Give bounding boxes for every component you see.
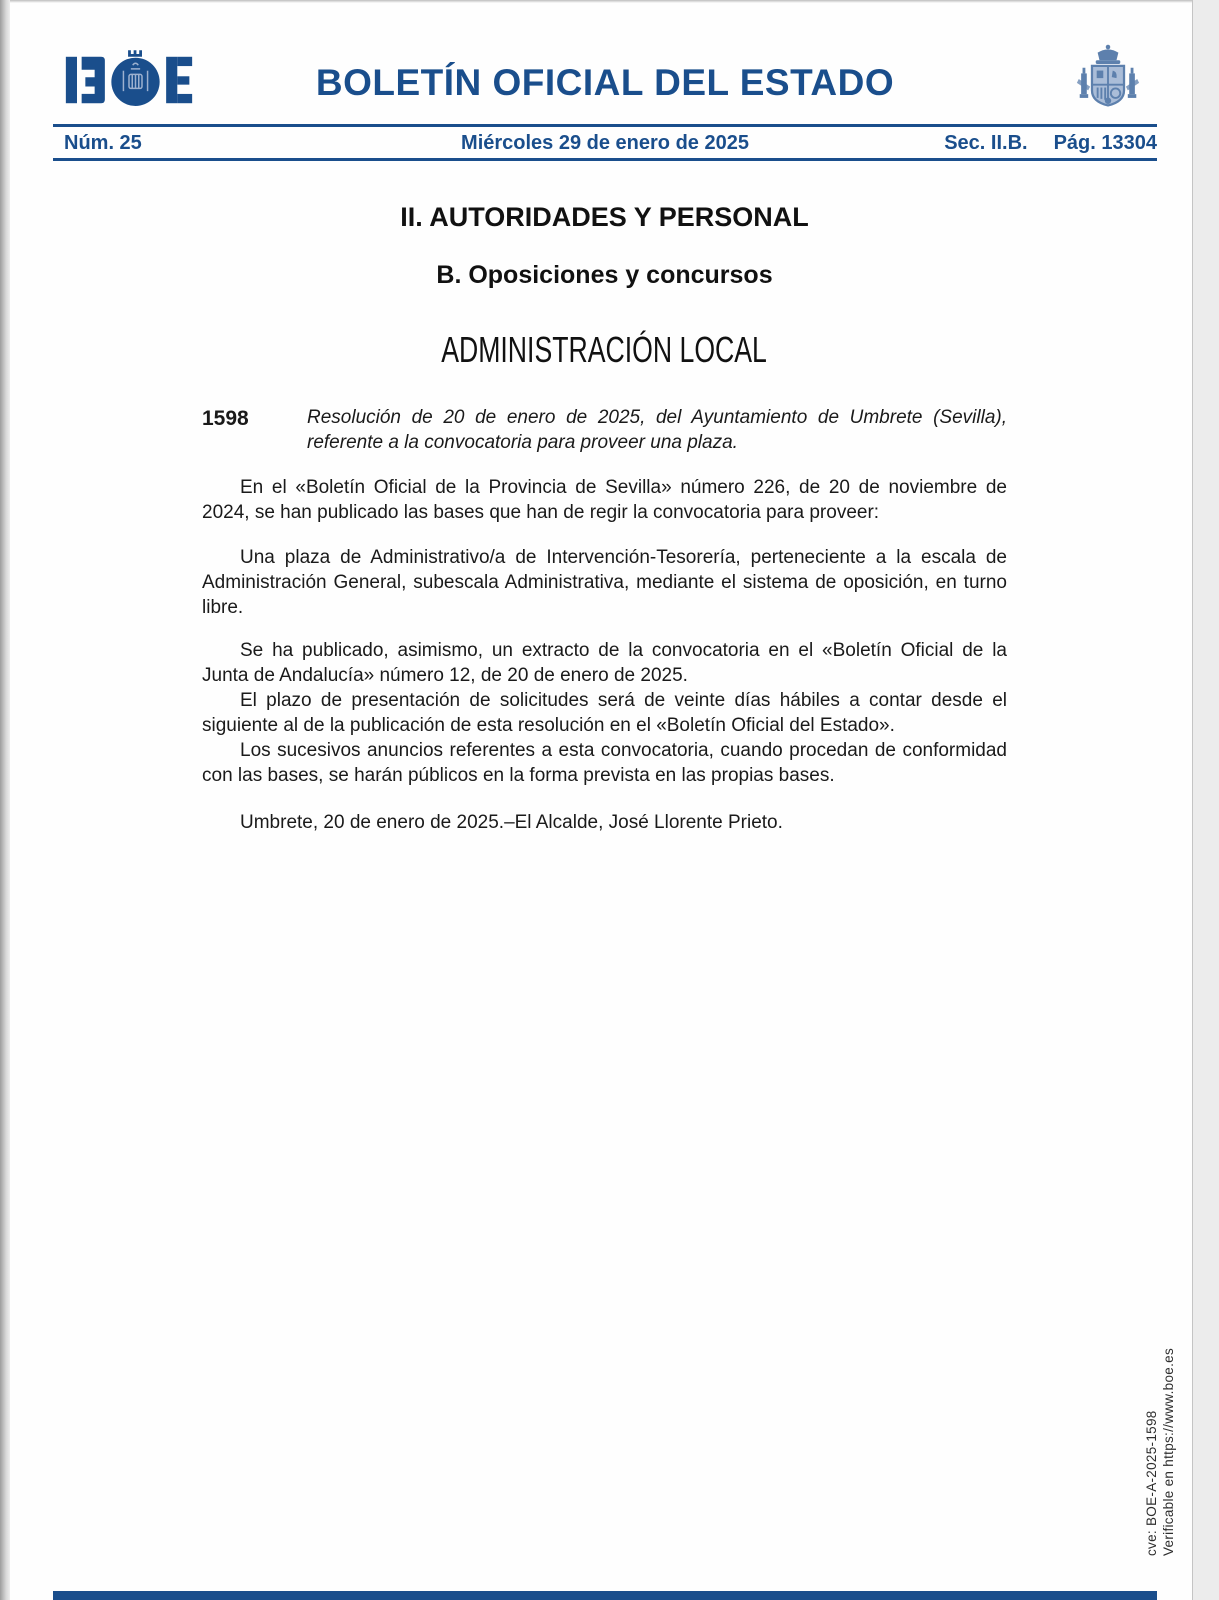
issue-number: Núm. 25 [64, 131, 142, 154]
verification-strip [1143, 1348, 1177, 1556]
body-paragraph: Se ha publicado, asimismo, un extracto de la convocatoria en el «Boletín Oficial de la Junta de Andalucía» número 12, de 20 de enero de 2025. [202, 640, 1007, 686]
announcement-number: 1598 [202, 407, 249, 430]
body-paragraph: Los sucesivos anuncios referentes a esta convocatoria, cuando procedan de conformidad con las bases, se harán públicos en la forma prevista en las propias bases. [202, 740, 1007, 786]
publication-title: BOLETÍN OFICIAL DEL ESTADO [315, 62, 895, 103]
section-heading: II. AUTORIDADES Y PERSONAL [400, 202, 809, 232]
footer-bar [53, 1591, 1157, 1600]
body-paragraph: Una plaza de Administrativo/a de Intervención-Tesorería, perteneciente a la escala de Administración General, subescala Administrativa, mediante el sistema de oposición, en turno libre. [202, 547, 1007, 618]
spain-coat-of-arms-icon [1075, 42, 1141, 118]
masthead [53, 0, 1157, 126]
subsection-heading: B. Oposiciones y concursos [436, 261, 773, 289]
verification-url: Verificable en https://www.boe.es [1161, 1347, 1176, 1556]
issue-date: Miércoles 29 de enero de 2025 [461, 131, 749, 154]
scan-edge-right [1192, 0, 1219, 1600]
announcement-header [202, 405, 1007, 455]
header-info-row [53, 129, 1157, 157]
section-and-page [944, 132, 1157, 155]
page-number-label: Pág. 13304 [1053, 131, 1157, 154]
document-content [202, 160, 1007, 835]
cve-code: cve: BOE-A-2025-1598 [1144, 1410, 1159, 1556]
scan-edge-left [0, 0, 10, 1600]
announcement-summary: Resolución de 20 de enero de 2025, del Ayuntamiento de Umbrete (Sevilla), referente a la convocatoria para proveer una plaza. [307, 407, 1007, 453]
section-label: Sec. II.B. [944, 131, 1028, 154]
header-divider-top [53, 124, 1157, 127]
department-heading-text: ADMINISTRACIÓN LOCAL [441, 329, 768, 370]
department-heading [202, 329, 1007, 370]
body-paragraph: En el «Boletín Oficial de la Provincia de Sevilla» número 226, de 20 de noviembre de 2024, se han publicado las bases que han de regir la convocatoria para proveer: [202, 477, 1007, 523]
body-paragraph: El plazo de presentación de solicitudes será de veinte días hábiles a contar desde el siguiente al de la publicación de esta resolución en el «Boletín Oficial del Estado». [202, 690, 1007, 736]
signature-line: Umbrete, 20 de enero de 2025.–El Alcalde, José Llorente Prieto. [240, 812, 783, 833]
